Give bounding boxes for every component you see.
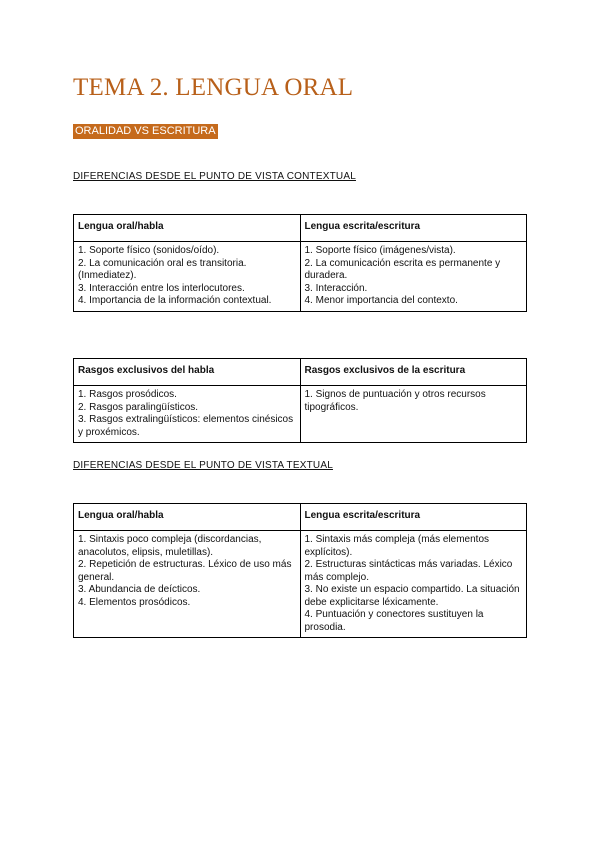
table-header-row: [74, 359, 527, 386]
list-item: 2. Repetición de estructuras. Léxico de uso más general.: [78, 559, 292, 583]
contextual-differences-table: [73, 214, 527, 312]
list-item: 4. Menor importancia del contexto.: [304, 295, 458, 306]
table-cell: [74, 242, 301, 312]
list-item: 1. Sintaxis más compleja (más elementos explícitos).: [304, 534, 490, 558]
table-row: [74, 531, 527, 638]
textual-differences-table: [73, 503, 527, 638]
table-cell: [74, 386, 301, 443]
list-item: 1. Signos de puntuación y otros recursos tipográficos.: [304, 389, 486, 413]
table-header-cell: Rasgos exclusivos del habla: [74, 359, 301, 386]
list-item: 1. Rasgos prosódicos.: [78, 389, 177, 400]
list-item: 3. Rasgos extralingüísticos: elementos cinésicos y proxémicos.: [78, 414, 294, 438]
table-header-cell: Lengua oral/habla: [74, 504, 301, 531]
table-cell: [300, 531, 527, 638]
exclusive-features-table: [73, 358, 527, 443]
section-badge: ORALIDAD VS ESCRITURA: [75, 125, 216, 137]
table-header-row: [74, 504, 527, 531]
list-item: 1. Soporte físico (sonidos/oído).: [78, 245, 220, 256]
table-header-cell: Rasgos exclusivos de la escritura: [300, 359, 527, 386]
table-cell: [300, 242, 527, 312]
list-item: 3. Interacción.: [304, 282, 368, 294]
list-item: 2. Estructuras sintácticas más variadas. Léxico más complejo.: [304, 559, 513, 583]
list-item: 2. La comunicación escrita es permanente y duradera.: [304, 257, 501, 281]
list-item: 3. No existe un espacio compartido. La situación debe explicitarse léxicamente.: [304, 584, 520, 608]
table-row: [74, 242, 527, 312]
table-header-cell: Lengua escrita/escritura: [300, 215, 527, 242]
list-item: 1. Soporte físico (imágenes/vista).: [304, 245, 456, 256]
table-header-cell: Lengua oral/habla: [74, 215, 301, 242]
list-item: 4. Importancia de la información contextual.: [78, 295, 272, 306]
table-header-row: [74, 215, 527, 242]
table-cell: [74, 531, 301, 638]
list-item: 3. Abundancia de deícticos.: [78, 584, 201, 595]
list-item: 4. Puntuación y conectores sustituyen la prosodia.: [304, 609, 484, 633]
list-item: 2. La comunicación oral es transitoria. (Inmediatez).: [78, 257, 247, 281]
contextual-heading: DIFERENCIAS DESDE EL PUNTO DE VISTA CONTEXTUAL: [73, 171, 356, 182]
list-item: 2. Rasgos paralingüísticos.: [78, 401, 199, 413]
list-item: 4. Elementos prosódicos.: [78, 596, 191, 608]
table-row: [74, 386, 527, 443]
textual-heading: DIFERENCIAS DESDE EL PUNTO DE VISTA TEXTUAL: [73, 460, 333, 471]
list-item: 1. Sintaxis poco compleja (discordancias, anacolutos, elipsis, muletillas).: [78, 534, 262, 558]
table-cell: [300, 386, 527, 443]
page-title: TEMA 2. LENGUA ORAL: [73, 74, 354, 101]
list-item: 3. Interacción entre los interlocutores.: [78, 282, 245, 294]
table-header-cell: Lengua escrita/escritura: [300, 504, 527, 531]
